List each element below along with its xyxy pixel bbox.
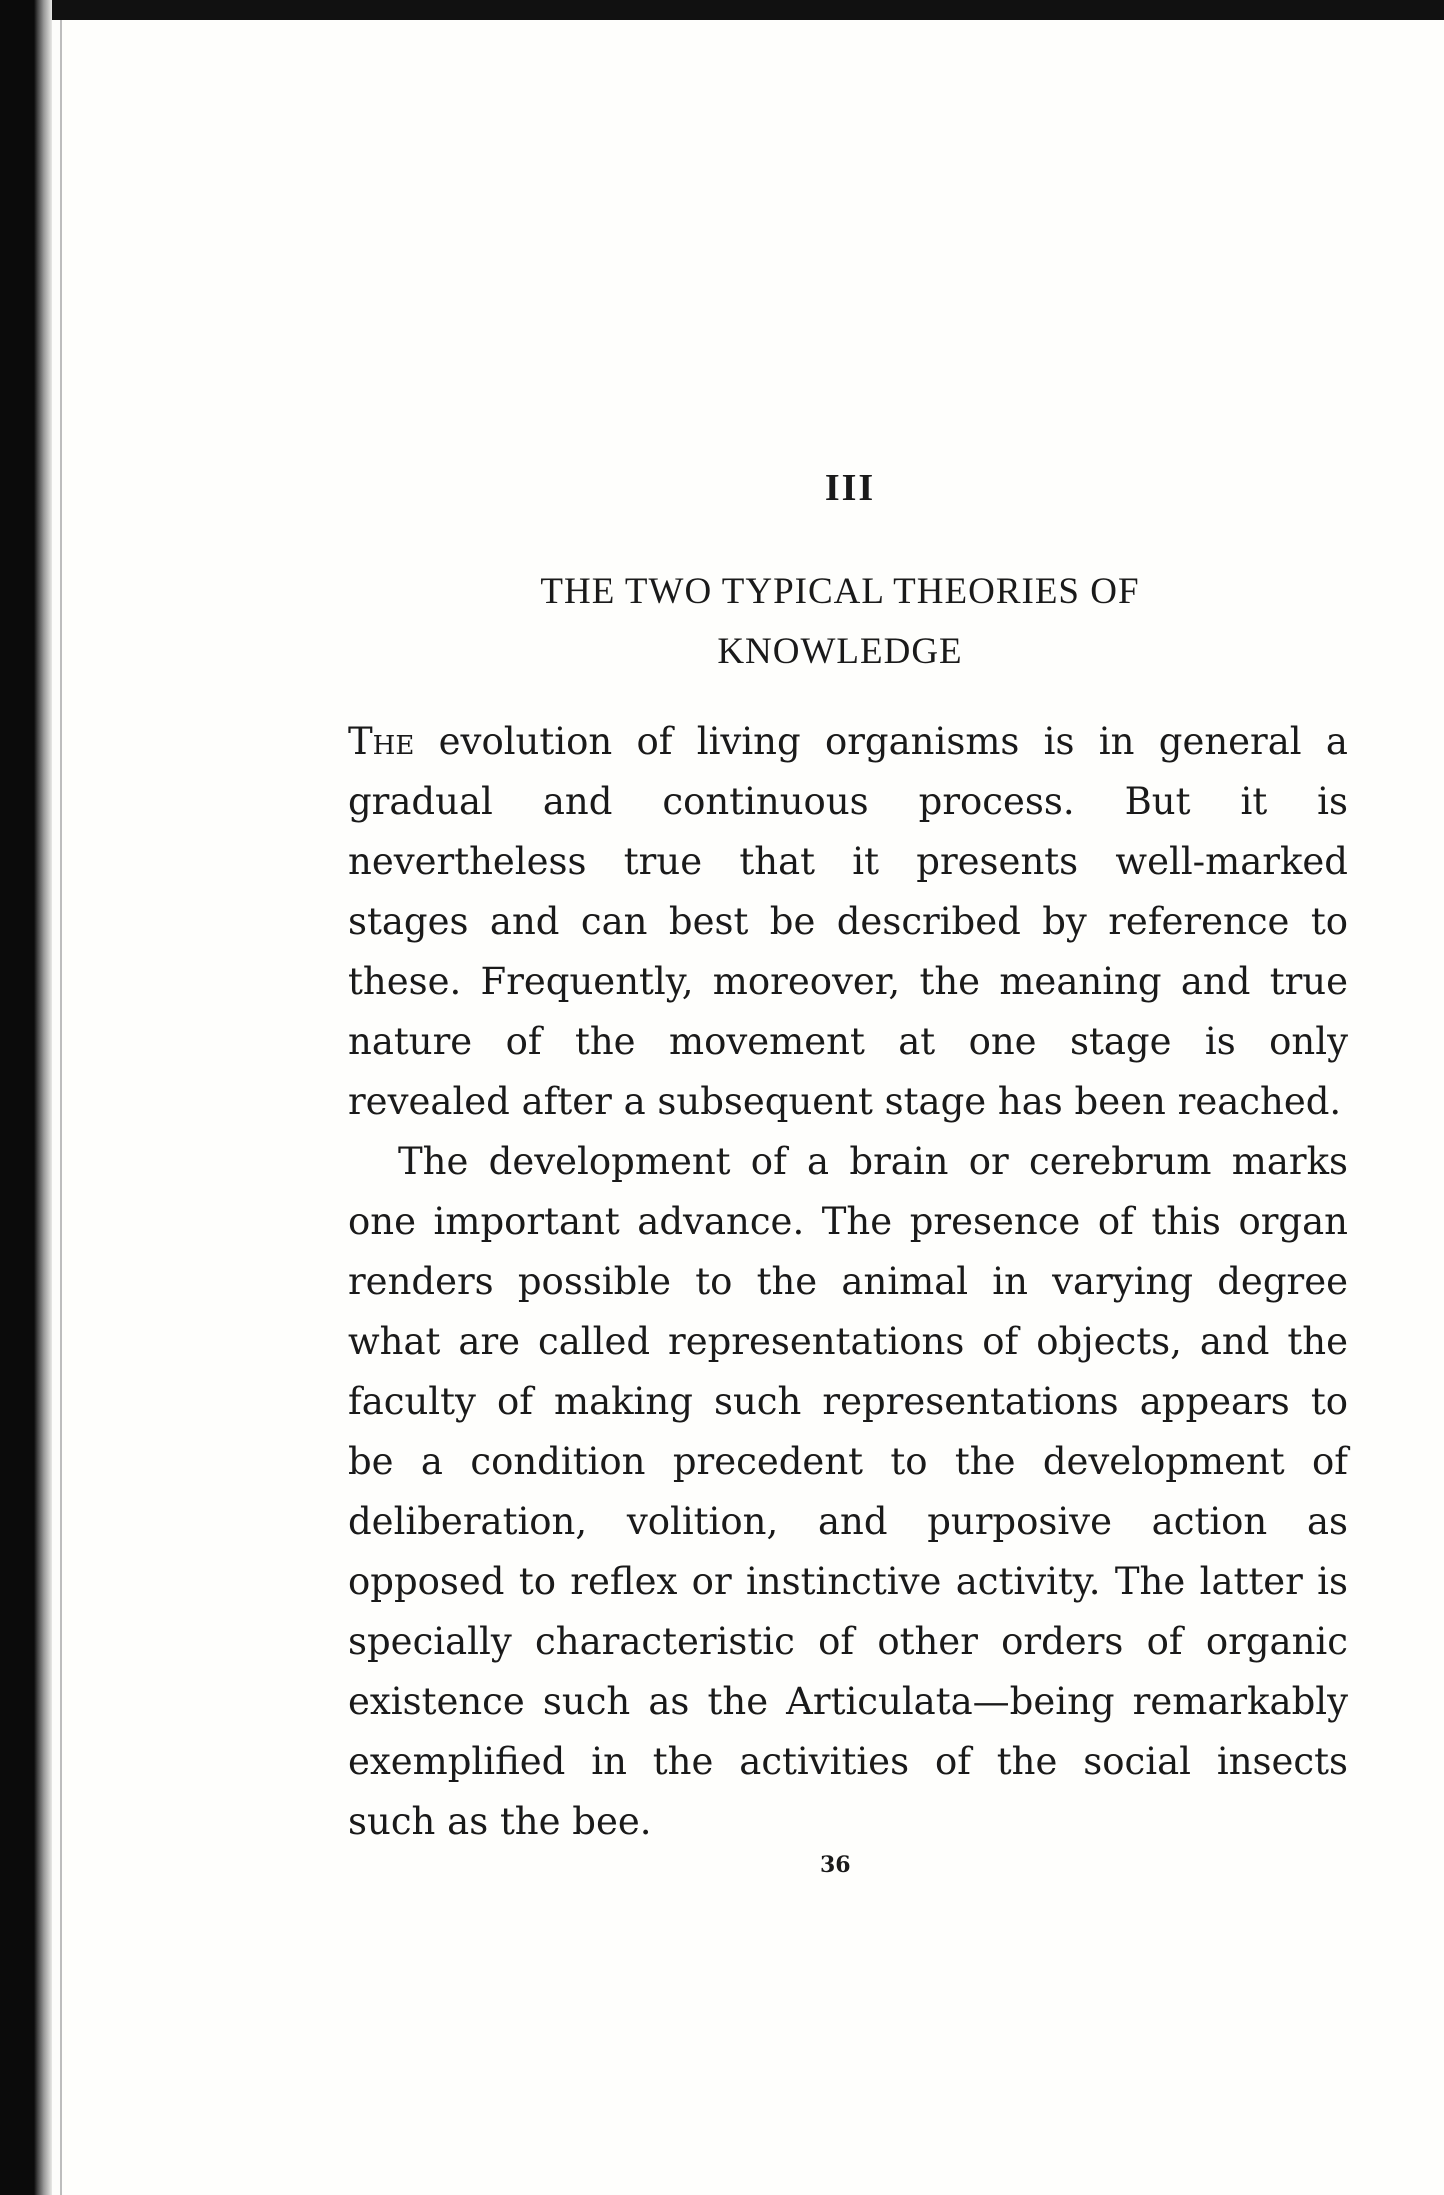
chapter-number: III bbox=[824, 467, 876, 509]
chapter-title-line-2: KNOWLEDGE bbox=[717, 631, 963, 672]
paragraph-1-lead: The bbox=[348, 720, 415, 763]
page-number: 36 bbox=[820, 1852, 851, 1878]
paragraph-1-text: evolution of living organisms is in general a gradual and continuous process. But it is nevertheless true that it presents well-marked stages and can best be described by reference to these. Frequently, moreover, the meaning and true nature of the movement at one stage is only revealed after a subsequent stage has been reached. bbox=[348, 720, 1348, 1123]
scan-top-edge bbox=[0, 0, 1444, 20]
chapter-title bbox=[340, 562, 1340, 682]
paragraph-2: The development of a brain or cerebrum marks one important advance. The presence of this organ renders possible to the animal in varying degree what are called representations of objects, and the faculty of making such representations appears to be a condition precedent to the development of deliberation, volition, and purposive action as opposed to reflex or instinctive activity. The latter is specially characteristic of other orders of organic existence such as the Articulata—being remarkably exemplified in the activities of the social insects such as the bee. bbox=[348, 1140, 1348, 1843]
paragraph-1 bbox=[348, 712, 1348, 1132]
scan-binding-edge bbox=[0, 0, 52, 2195]
chapter-title-line-1: THE TWO TYPICAL THEORIES OF bbox=[540, 571, 1140, 612]
chapter-body bbox=[348, 712, 1348, 1852]
